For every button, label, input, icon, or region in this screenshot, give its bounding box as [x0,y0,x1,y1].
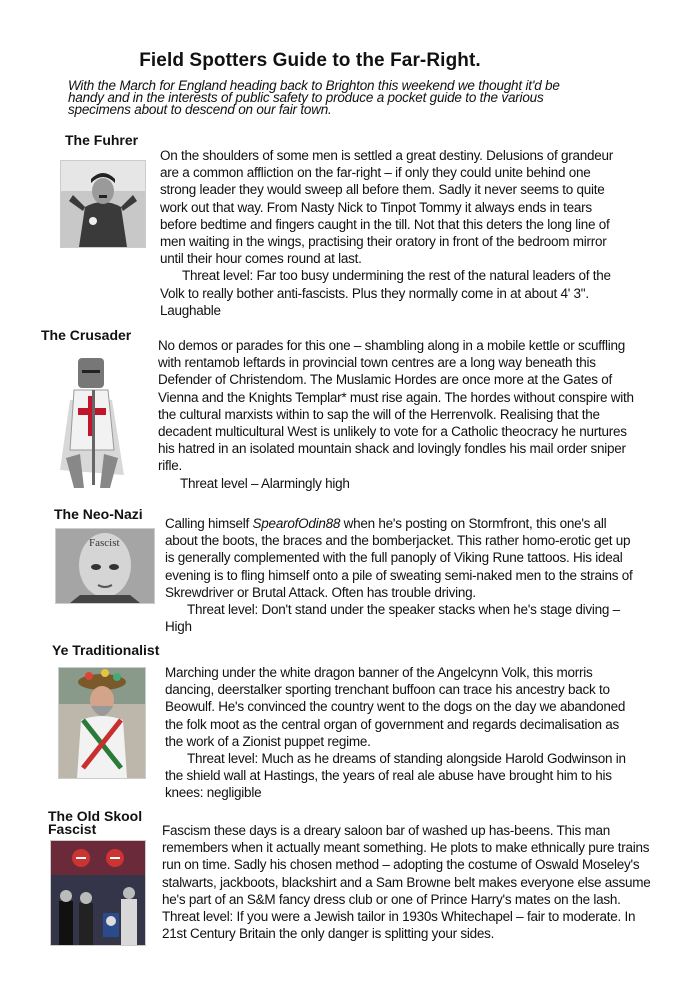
fuhrer-body: On the shoulders of some men is settled a great destiny. Delusions of grandeur are a common affliction on the far-right – if only they could unite behind one strong leader they would sweep all before them. Sadly it never seems to quite work out that way. From Nasty Nick to Tinpot Tommy it always ends in tears before bedtime and fingers caught in the till. Not that this deters the long line of men waiting in the wings, practising their oratory in front of the bedroom mirror until their hour comes round at last. [160,148,614,267]
old-skool-heading-line1: The Old Skool [48,808,143,824]
fuhrer-text [160,147,630,319]
traditionalist-body: Marching under the white dragon banner of the Angelcynn Volk, this morris dancing, deerstalker sporting trenchant buffoon can trace his ancestry back to Beowulf. He's convinced the country went to the dogs on the day we abandoned the folk moot as the central organ of government and regards decimalisation as the work of a Zionist puppet regime. [165,665,626,749]
neo-nazi-heading: The Neo-Nazi [54,506,143,522]
fuhrer-heading: The Fuhrer [65,132,139,148]
neo-nazi-photo [55,528,155,604]
traditionalist-threat: Threat level: Much as he dreams of standing alongside Harold Godwinson in the shield wall at Hastings, the years of real ale abuse have brought him to his knees: negligible [165,751,626,801]
traditionalist-heading: Ye Traditionalist [52,642,160,658]
page-title: Field Spotters Guide to the Far-Right. [139,50,481,71]
fuhrer-photo [60,160,146,248]
old-skool-body: Fascism these days is a dreary saloon bar of washed up has-beens. This man remembers when it actually meant something. He plots to make ethnically pure trains run on time. Sadly his chosen method – adopting the costume of Oswald Moseley's stalwarts, jackboots, blackshirt and a Sam Browne belt makes everyone else assume he's part of an S&M fancy dress club or one of Prince Harry's mates on the lash. [162,823,651,907]
crusader-threat: Threat level – Alarmingly high [180,475,350,491]
old-skool-text [162,822,652,942]
intro-paragraph: With the March for England heading back to Brighton this weekend we thought it'd be handy and in the interests of public safety to produce a pocket guide to the various specimens about to descend on our fair town. [68,78,560,117]
old-skool-threat: Threat level: If you were a Jewish tailor in 1930s Whitechapel – fair to moderate. In 21st Century Britain the only danger is splitting your sides. [162,909,636,942]
crusader-text [158,337,638,492]
old-skool-photo [50,840,146,946]
neo-nazi-threat: Threat level: Don't stand under the speaker stacks when he's stage diving – High [165,602,620,635]
neo-nazi-body-rest: when he's posting on Stormfront, this one's all about the boots, the braces and the bomberjacket. This rather homo-erotic get up is generally complemented with the full panoply of Viking Rune tattoos. His ideal evening is to fling himself onto a pile of sweating semi-naked men to the strains of Skrewdriver or Brutal Attack. Often has trouble driving. [165,516,633,600]
neo-nazi-alias: SpearofOdin88 [252,516,341,531]
neo-nazi-body-prefix: Calling himself [165,516,253,531]
old-skool-heading-line2: Fascist [48,821,97,837]
neo-nazi-text [165,515,635,635]
neo-nazi-photo-caption: Fascist [89,537,120,549]
old-skool-heading [48,810,142,836]
crusader-photo [40,350,144,490]
traditionalist-photo [58,667,146,779]
neo-nazi-body [165,515,635,601]
crusader-body: No demos or parades for this one – shambling along in a mobile kettle or scuffling with rentamob leftards in provincial town centres are a long way beneath this Defender of Christendom. The Muslamic Hordes are once more at the Gates of Vienna and the Knights Templar* must rise again. The hordes without conspire with the cultural marxists within to sap the will of the Herrenvolk. Realising that the decadent multicultural West is unlikely to vote for a Catholic theocracy he nurtures his hatred in an isolated mountain shack and lovingly fondles his mail order sniper rifle. [158,338,634,474]
fuhrer-threat: Threat level: Far too busy undermining the rest of the natural leaders of the Volk to really bother anti-fascists. Plus they normally come in at about 4' 3". Laughable [160,268,611,318]
traditionalist-text [165,664,635,802]
crusader-heading: The Crusader [41,327,132,343]
